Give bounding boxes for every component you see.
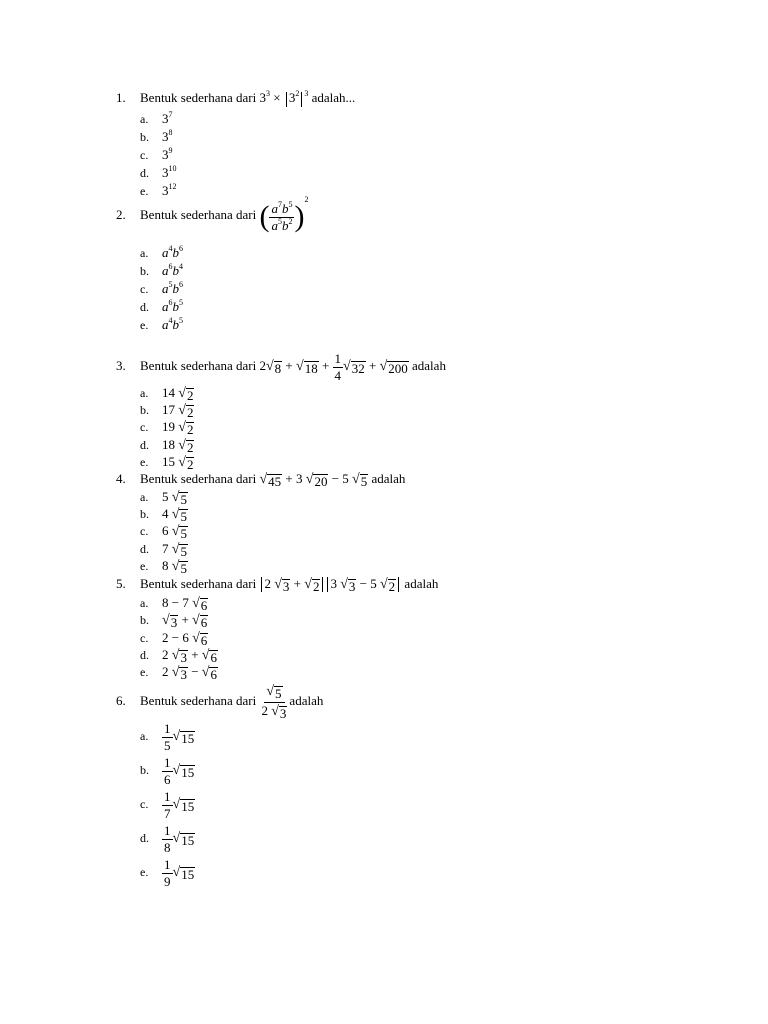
q1-option-e: e. $3^{12}$ <box>140 182 177 198</box>
question-3: 3. Bentuk sederhana dari 2 √ 8 + √ 18 + $\frac{1}{4}$ √ 32 + √ 200 adalah <box>116 351 446 383</box>
math-expression: 2 √ 8 + √ 18 + $\frac{1}{4}$ √ 32 + √ 200 <box>259 351 408 383</box>
question-text: Bentuk sederhana dari <box>140 90 257 105</box>
q5-option-b: b. √ 3 + √ 6 <box>140 612 208 630</box>
q4-option-d: d. 7 √ 5 <box>140 541 187 559</box>
question-4: 4. Bentuk sederhana dari √ 45 + 3 √ 20 − 5 √ 5 adalah <box>116 470 406 489</box>
question-1 <box>116 90 355 107</box>
q2-option-c: c. $a^5b^6$ <box>140 280 183 296</box>
q5-option-a: a. 8 − 7 √ 6 <box>140 595 208 613</box>
q1-option-c: c. $3^9$ <box>140 146 173 162</box>
q6-option-d: d. $\frac{1}{8}$ √ 15 <box>140 823 195 855</box>
q1-option-a: a. $3^7$ <box>140 110 173 126</box>
math-expression: 2 √ 3 + √ 2 3 √ 3 − 5 √ 2 <box>259 577 401 594</box>
math-expression: √ 5 2 √ 3 <box>261 684 287 721</box>
q4-option-c: c. 6 √ 5 <box>140 523 187 541</box>
q1-option-b: b. $3^8$ <box>140 128 173 144</box>
q3-option-e: e. 15 √ 2 <box>140 454 194 472</box>
q4-option-b: b. 4 √ 5 <box>140 506 187 524</box>
q3-option-c: c. 19 √ 2 <box>140 419 194 437</box>
q4-option-a: a. 5 √ 5 <box>140 489 187 507</box>
question-5: 5. Bentuk sederhana dari 2 √ 3 + √ 2 3 √ 3 − 5 √ 2 adalah <box>116 575 439 594</box>
math-expression: ( $\frac{a^7b^5}{a^5b^2}$ )$^2$ <box>259 195 309 234</box>
q6-option-a: a. $\frac{1}{5}$ √ 15 <box>140 721 195 753</box>
q6-option-c: c. $\frac{1}{7}$ √ 15 <box>140 789 195 821</box>
q2-option-b: b. $a^6b^4$ <box>140 262 183 278</box>
q2-option-d: d. $a^6b^5$ <box>140 298 183 314</box>
q1-option-d: d. $3^{10}$ <box>140 164 177 180</box>
q2-option-a: a. $a^4b^6$ <box>140 244 183 260</box>
q3-option-d: d. 18 √ 2 <box>140 437 194 455</box>
q6-option-b: b. $\frac{1}{6}$ √ 15 <box>140 755 195 787</box>
q3-option-b: b. 17 √ 2 <box>140 402 194 420</box>
q6-option-e: e. $\frac{1}{9}$ √ 15 <box>140 857 195 889</box>
q4-option-e: e. 8 √ 5 <box>140 558 187 576</box>
question-suffix: adalah... <box>311 90 356 105</box>
question-2: 2. Bentuk sederhana dari ( $\frac{a^7b^5}{a^5b^2}$ )$^2$ <box>116 195 309 234</box>
q3-option-a: a. 14 √ 2 <box>140 385 194 403</box>
q5-option-c: c. 2 − 6 √ 6 <box>140 630 208 648</box>
math-expression: √ 45 + 3 √ 20 − 5 √ 5 <box>259 470 368 489</box>
q5-option-e: e. 2 √ 3 − √ 6 <box>140 664 217 682</box>
question-number: 1. <box>116 90 126 105</box>
q2-option-e: e. $a^4b^5$ <box>140 316 183 332</box>
question-6: 6. Bentuk sederhana dari √ 5 2 √ 3 adalah <box>116 684 324 721</box>
q5-option-d: d. 2 √ 3 + √ 6 <box>140 647 217 665</box>
math-expression: $3^3 \times 3^2$ $^3$ <box>259 89 309 106</box>
